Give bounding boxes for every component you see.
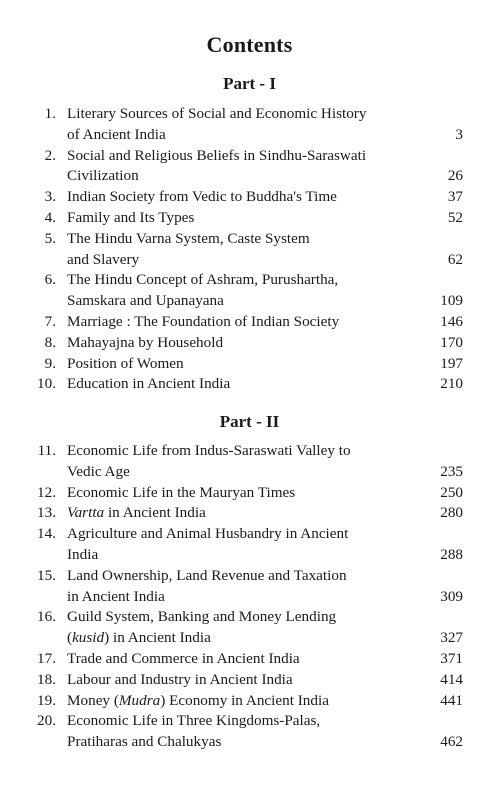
toc-entry[interactable] (0, 104, 499, 146)
toc-entry[interactable] (0, 374, 499, 395)
entry-page-number: 327 (440, 629, 463, 647)
entry-number: 20. (37, 712, 56, 730)
entry-page-number: 235 (440, 462, 463, 480)
toc-entry[interactable] (0, 229, 499, 271)
page-title: Contents (206, 32, 293, 57)
entry-title (67, 441, 452, 483)
entry-title (67, 524, 452, 566)
toc-entry[interactable] (0, 670, 499, 691)
entry-title-line: Pratiharas and Chalukyas (67, 733, 222, 751)
toc-entry[interactable] (0, 566, 499, 608)
entry-title-line: Family and Its Types (67, 208, 195, 226)
entry-number: 17. (37, 649, 56, 667)
entry-number: 8. (44, 333, 56, 351)
entry-number: 7. (44, 312, 56, 330)
entry-title-line: Mahayajna by Household (67, 333, 224, 351)
entry-page-number: 62 (447, 250, 463, 268)
entry-title-line: Labour and Industry in Ancient India (67, 670, 293, 688)
entry-title-line: India (67, 545, 99, 563)
entry-title (67, 691, 452, 712)
entry-title (67, 270, 452, 312)
toc-list-part-2 (0, 441, 499, 753)
toc-entry[interactable] (0, 503, 499, 524)
entry-title (67, 229, 452, 271)
entry-title-line: Trade and Commerce in Ancient India (67, 649, 300, 667)
toc-entry[interactable] (0, 146, 499, 188)
entry-number: 5. (44, 229, 56, 247)
toc-entry[interactable] (0, 208, 499, 229)
entry-title-line: Economic Life from Indus-Saraswati Valley to (67, 442, 351, 459)
entry-title-line: The Hindu Concept of Ashram, Purushartha, (67, 271, 339, 289)
entry-number: 16. (37, 608, 56, 626)
entry-title-line: Education in Ancient India (67, 375, 231, 393)
entry-title (67, 208, 452, 229)
entry-title-line: Samskara and Upanayana (67, 292, 224, 310)
entry-number: 2. (44, 146, 56, 164)
toc-entry[interactable] (0, 524, 499, 566)
entry-title-line: Position of Women (67, 354, 184, 372)
toc-entry[interactable] (0, 649, 499, 670)
entry-title-line: Land Ownership, Land Revenue and Taxation (67, 566, 347, 584)
entry-page-number: 146 (440, 312, 463, 330)
entry-number: 19. (37, 691, 56, 709)
entry-number: 11. (37, 442, 56, 459)
entry-title-line: Agriculture and Animal Husbandry in Ancient (67, 525, 349, 543)
entry-title-line: Vartta in Ancient India (67, 504, 206, 522)
entry-page-number: 414 (440, 670, 463, 688)
entry-number: 6. (44, 271, 56, 289)
entry-title-italic: kusid (72, 629, 105, 647)
toc-entry[interactable] (0, 187, 499, 208)
entry-title-line: (kusid) in Ancient India (67, 629, 211, 647)
toc-entry[interactable] (0, 441, 499, 483)
entry-number: 10. (37, 375, 56, 393)
entry-number: 15. (37, 566, 56, 584)
toc-entry[interactable] (0, 270, 499, 312)
entry-page-number: 280 (440, 504, 463, 522)
toc-list-part-1 (0, 104, 499, 395)
entry-number: 9. (44, 354, 56, 372)
entry-title (67, 146, 452, 188)
entry-title (67, 483, 452, 504)
entry-title (67, 333, 452, 354)
toc-entry[interactable] (0, 691, 499, 712)
entry-page-number: 210 (440, 375, 463, 393)
entry-number: 1. (44, 105, 56, 122)
entry-page-number: 441 (440, 691, 463, 709)
entry-title-line: Social and Religious Beliefs in Sindhu-Saraswati (67, 146, 367, 164)
entry-title-italic: Mudra (118, 691, 161, 709)
entry-page-number: 309 (440, 587, 463, 605)
entry-page-number: 37 (447, 188, 463, 206)
entry-title-line: Vedic Age (67, 462, 130, 480)
entry-title-line: Civilization (67, 167, 139, 185)
entry-title-italic: Vartta (67, 504, 105, 522)
entry-title (67, 649, 452, 670)
entry-page-number: 170 (440, 333, 463, 351)
entry-title-line: Marriage : The Foundation of Indian Society (67, 312, 340, 330)
entry-title-line: of Ancient India (67, 125, 166, 143)
entry-title (67, 104, 452, 146)
entry-number: 14. (37, 525, 56, 543)
part-title-2: Part - II (219, 412, 280, 431)
entry-page-number: 26 (447, 167, 463, 185)
entry-page-number: 109 (440, 292, 463, 310)
entry-title (67, 354, 452, 375)
toc-entry[interactable] (0, 483, 499, 504)
entry-title (67, 566, 452, 608)
entry-page-number: 371 (440, 649, 463, 667)
entry-number: 3. (44, 188, 56, 206)
entry-title-line: Economic Life in Three Kingdoms-Palas, (67, 712, 321, 730)
entry-page-number: 288 (440, 545, 463, 563)
toc-entry[interactable] (0, 333, 499, 354)
entry-title-line: Indian Society from Vedic to Buddha's Time (67, 188, 337, 206)
entry-page-number: 52 (447, 208, 463, 226)
entry-title-line: Literary Sources of Social and Economic History (67, 105, 367, 122)
entry-number: 18. (37, 670, 56, 688)
toc-entry[interactable] (0, 711, 499, 753)
entry-title (67, 607, 452, 649)
entry-page-number: 197 (440, 354, 463, 372)
entry-title (67, 374, 452, 395)
entry-page-number: 462 (440, 733, 463, 751)
entry-title-line: Guild System, Banking and Money Lending (67, 608, 337, 626)
entry-title-line: in Ancient India (67, 587, 165, 605)
entry-title (67, 670, 452, 691)
entry-page-number: 250 (440, 483, 463, 501)
entry-title (67, 187, 452, 208)
entry-title-line: and Slavery (67, 250, 140, 268)
toc-entry[interactable] (0, 607, 499, 649)
entry-page-number: 3 (455, 125, 463, 143)
entry-number: 12. (37, 483, 56, 501)
part-title-1: Part - I (223, 74, 276, 93)
entry-title (67, 711, 452, 753)
toc-entry[interactable] (0, 354, 499, 375)
entry-title-line: Economic Life in the Mauryan Times (67, 483, 296, 501)
entry-title (67, 503, 452, 524)
entry-title-line: The Hindu Varna System, Caste System (67, 229, 310, 247)
entry-title (67, 312, 452, 333)
entry-title-line: Money (Mudra) Economy in Ancient India (67, 691, 329, 709)
entry-number: 13. (37, 504, 56, 522)
toc-entry[interactable] (0, 312, 499, 333)
entry-number: 4. (44, 208, 56, 226)
